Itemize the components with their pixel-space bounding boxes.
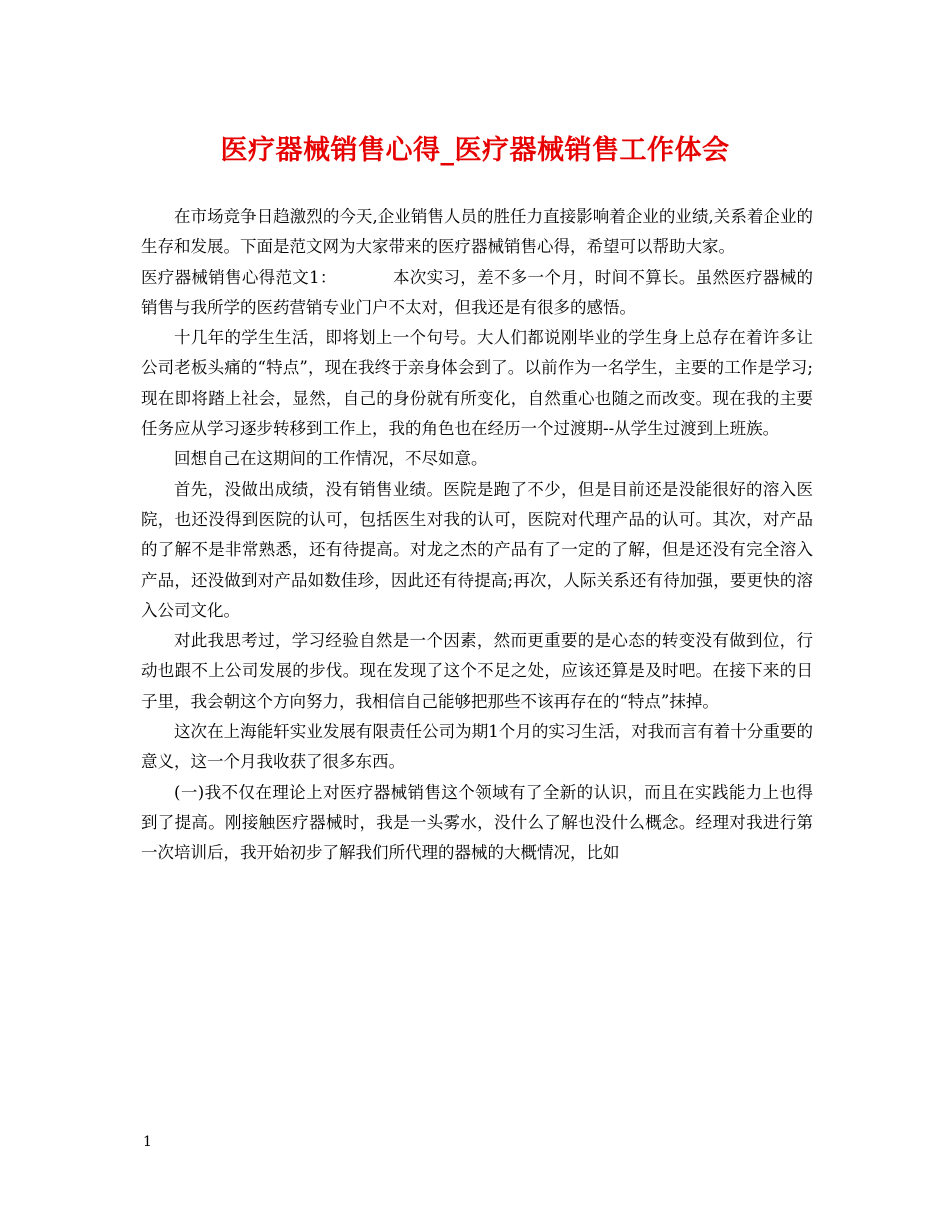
sample-first-text: 本次实习，差不多一个月，时间不算长。虽然医疗器械的销售与我所学的医药营销专业门户不太对，但我还是有很多的感悟。 — [141, 267, 814, 317]
page-number: 1 — [143, 1134, 152, 1150]
intro-paragraph: 在市场竞争日趋激烈的今天,企业销售人员的胜任力直接影响着企业的业绩,关系着企业的生存和发展。下面是范文网为大家带来的医疗器械销售心得，希望可以帮助大家。 — [141, 207, 813, 257]
document-body — [141, 202, 813, 869]
body-paragraph: 首先，没做出成绩，没有销售业绩。医院是跑了不少，但是目前还是没能很好的溶入医院，也还没得到医院的认可，包括医生对我的认可，医院对代理产品的认可。其次，对产品的了解不是非常熟悉，还有待提高。对龙之杰的产品有了一定的了解，但是还没有完全溶入产品，还没做到对产品如数佳珍，因此还有待提高;再次，人际关系还有待加强，要更快的溶入公司文化。 — [141, 479, 813, 620]
body-paragraph: 这次在上海能轩实业发展有限责任公司为期1个月的实习生活，对我而言有着十分重要的意义，这一个月我收获了很多东西。 — [141, 722, 813, 772]
body-paragraph: 十几年的学生生活，即将划上一个句号。大人们都说刚毕业的学生身上总存在着许多让公司老板头痛的“特点”，现在我终于亲身体会到了。以前作为一名学生，主要的工作是学习;现在即将踏上社会，显然，自己的身份就有所变化，自然重心也随之而改变。现在我的主要任务应从学习逐步转移到工作上，我的角色也在经历一个过渡期--从学生过渡到上班族。 — [141, 328, 813, 439]
document-title: 医疗器械销售心得_医疗器械销售工作体会 — [220, 135, 730, 166]
body-paragraph: 回想自己在这期间的工作情况，不尽如意。 — [174, 449, 488, 469]
sample-heading: 医疗器械销售心得范文1： — [141, 267, 337, 287]
body-paragraph: 对此我思考过，学习经验自然是一个因素，然而更重要的是心态的转变没有做到位，行动也跟不上公司发展的步伐。现在发现了这个不足之处，应该还算是及时吧。在接下来的日子里，我会朝这个方向努力，我相信自己能够把那些不该再存在的“特点”抹掉。 — [141, 631, 813, 711]
body-paragraph: (一)我不仅在理论上对医疗器械销售这个领域有了全新的认识，而且在实践能力上也得到了提高。刚接触医疗器械时，我是一头雾水，没什么了解也没什么概念。经理对我进行第一次培训后，我开始初步了解我们所代理的器械的大概情况，比如 — [141, 782, 813, 863]
sample-paragraph — [141, 263, 813, 324]
